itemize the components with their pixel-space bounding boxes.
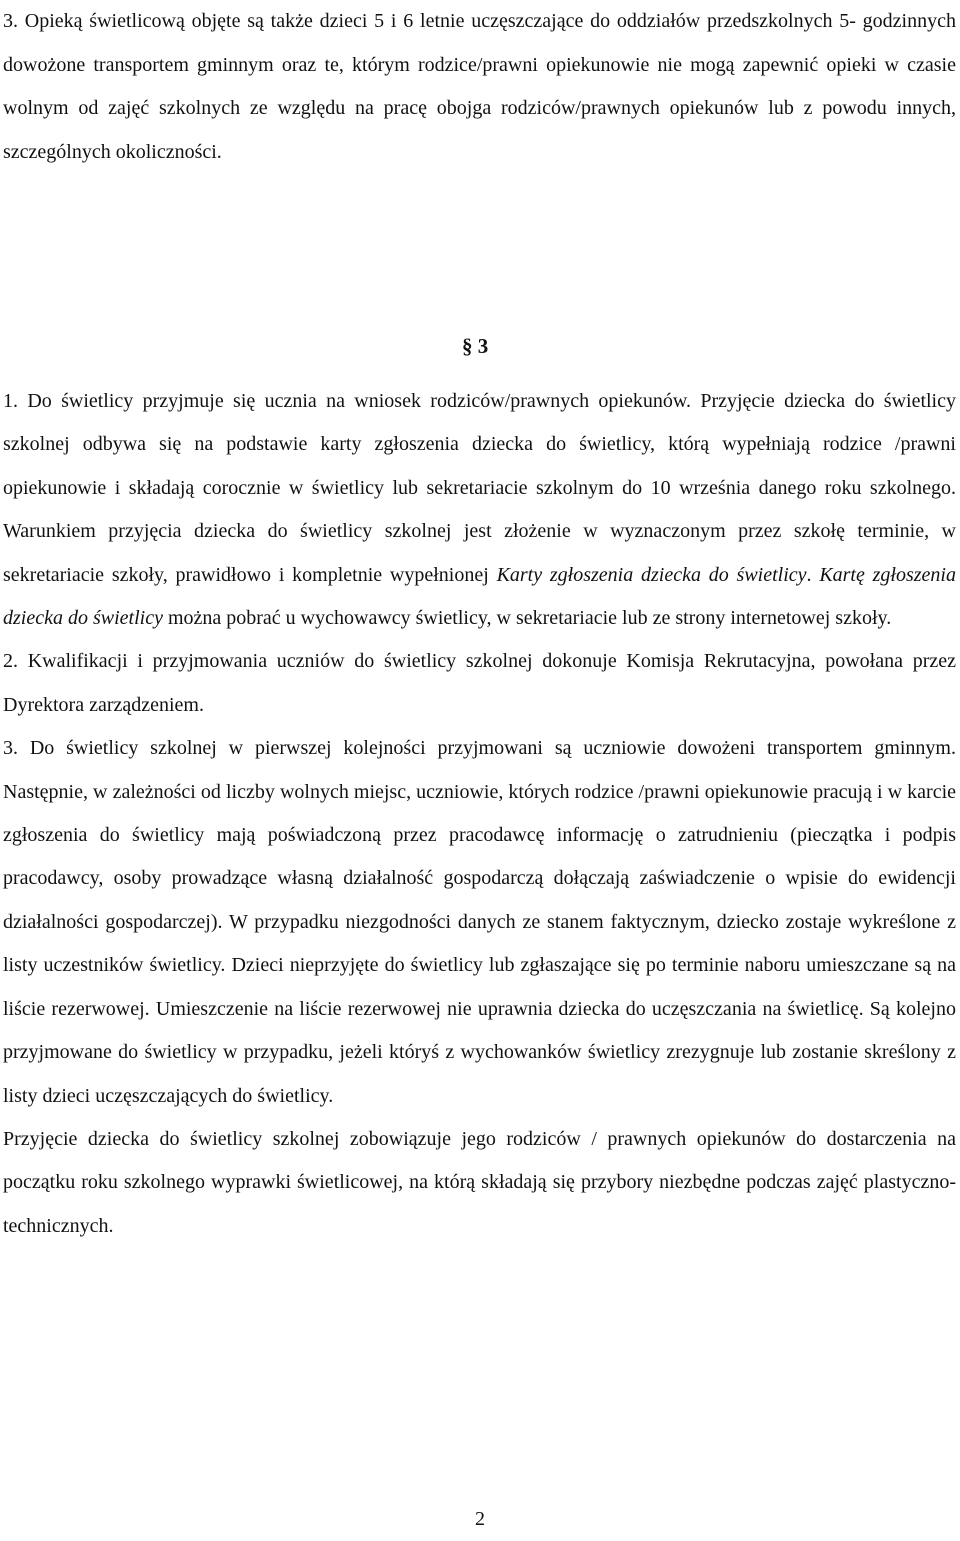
form-title-italic-2: Kartę zgłoszenia dziecka do świetlicy [3, 563, 956, 630]
page-number: 2 [475, 1508, 485, 1530]
paragraph-4: Przyjęcie dziecka do świetlicy szkolnej zobowiązuje jego rodziców / prawnych opiekunów do dostarczenia na początku roku szkolnego wyprawki świetlicowej, na którą składają się przybory niezbędne podczas zajęć plastyczno-technicznych. [3, 1127, 956, 1237]
intro-block [3, 0, 956, 174]
paragraph-1 [3, 380, 956, 640]
section-body [3, 380, 956, 1248]
paragraph-1-text-c: można pobrać u wychowawcy świetlicy, w sekretariacie lub ze strony internetowej szkoły. [162, 607, 892, 630]
paragraph-3: 3. Do świetlicy szkolnej w pierwszej kolejności przyjmowani są uczniowie dowożeni transportem gminnym. Następnie, w zależności od liczby wolnych miejsc, uczniowie, których rodzice /prawni opiekunowie pracują i w karcie zgłoszenia do świetlicy mają poświadczoną przez pracodawcę informację o zatrudnieniu (pieczątka i podpis pracodawcy, osoby prowadzące własną działalność gospodarczą dołączają zaświadczenie o wpisie do ewidencji działalności gospodarczej). W przypadku niezgodności danych ze stanem faktycznym, dziecko zostaje wykreślone z listy uczestników świetlicy. Dzieci nieprzyjęte do świetlicy lub zgłaszające się po terminie naboru umieszczane są na liście rezerwowej. Umieszczenie na liście rezerwowej nie uprawnia dziecka do uczęszczania na świetlicę. Są kolejno przyjmowane do świetlicy w przypadku, jeżeli któryś z wychowanków świetlicy zrezygnuje lub zostanie skreślony z listy dzieci uczęszczających do świetlicy. [3, 737, 956, 1107]
paragraph-3-intro: 3. Opieką świetlicową objęte są także dzieci 5 i 6 letnie uczęszczające do oddziałów przedszkolnych 5- godzinnych dowożone transportem gminnym oraz te, którym rodzice/prawni opiekunowie nie mogą zapewnić opieki w czasie wolnym od zajęć szkolnych ze względu na pracę obojga rodziców/prawnych opiekunów lub z powodu innych, szczególnych okoliczności. [3, 10, 956, 163]
paragraph-1-text-b: . [806, 563, 820, 586]
paragraph-1-text-a: 1. Do świetlicy przyjmuje się ucznia na wniosek rodziców/prawnych opiekunów. Przyjęcie dziecka do świetlicy szkolnej odbywa się na podstawie karty zgłoszenia dziecka do świetlicy, którą wypełniają rodzice /prawni opiekunowie i składają corocznie w świetlicy lub sekretariacie szkolnym do 10 września danego roku szkolnego. Warunkiem przyjęcia dziecka do świetlicy szkolnej jest złożenie w wyznaczonym przez szkołę terminie, w sekretariacie szkoły, prawidłowo i kompletnie wypełnionej [3, 390, 956, 586]
form-title-italic: Karty zgłoszenia dziecka do świetlicy [496, 563, 807, 586]
paragraph-2: 2. Kwalifikacji i przyjmowania uczniów do świetlicy szkolnej dokonuje Komisja Rekrutacyjna, powołana przez Dyrektora zarządzeniem. [3, 650, 956, 716]
section-heading: § 3 [462, 334, 489, 358]
